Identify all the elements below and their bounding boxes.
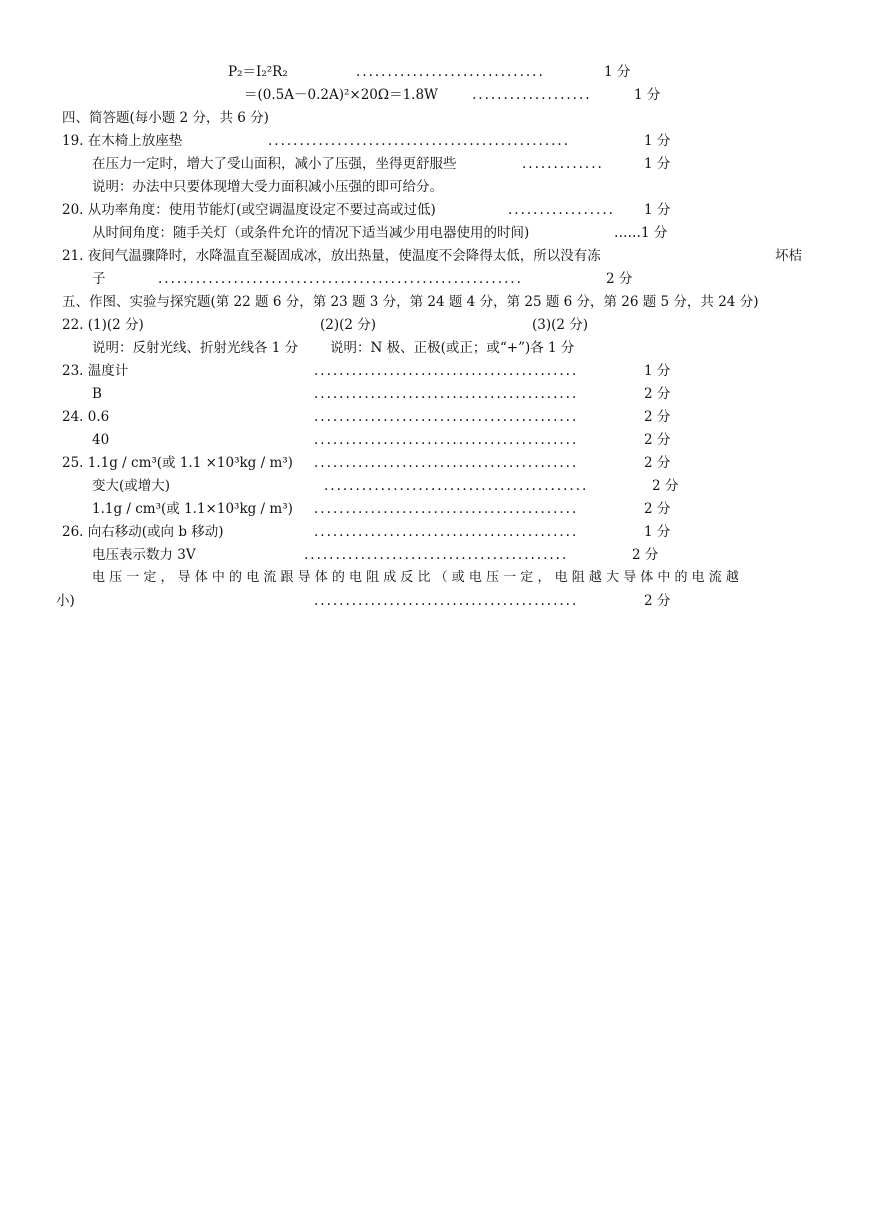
answer-23: 23. 温度计	[62, 363, 129, 379]
score-label: 2 分	[652, 478, 679, 494]
score-label: 1 分	[644, 133, 671, 149]
section-heading-5: 五、作图、实验与探究题(第 22 题 6 分，第 23 题 3 分，第 24 题 4 分，第 25 题 6 分，第 26 题 5 分，共 24 分)	[62, 294, 759, 310]
answer-25: 25. 1.1g / cm³(或 1.1 ×10³kg / m³)	[62, 455, 293, 471]
answer-23-b: B	[92, 386, 102, 402]
leader-dots: ..........................................	[314, 593, 579, 609]
score-label: 2 分	[644, 409, 671, 425]
leader-dots: ..........................................	[324, 478, 589, 494]
leader-dots: ................................................	[268, 133, 570, 149]
answer-26-b: 电压表示数力 3V	[92, 547, 196, 563]
leader-dots: .................	[508, 202, 615, 218]
section-heading-4: 四、简答题(每小题 2 分，共 6 分)	[62, 110, 269, 126]
answer-21-tail: 坏桔	[775, 248, 802, 264]
answer-19: 19. 在木椅上放座垫	[62, 133, 183, 149]
score-label: 1 分	[644, 156, 671, 172]
answer-22-note-1: 说明：反射光线、折射光线各 1 分	[92, 340, 299, 356]
score-label: 2 分	[644, 432, 671, 448]
leader-dots: ..........................................	[314, 524, 579, 540]
answer-19-note: 说明：办法中只要体现增大受力面积减小压强的即可给分。	[92, 179, 443, 195]
leader-dots: ..........................................	[314, 455, 579, 471]
answer-24-b: 40	[92, 432, 110, 448]
score-label: 1 分	[604, 64, 631, 80]
answer-21-continued: 子	[92, 271, 106, 287]
leader-dots: ..........................................	[304, 547, 569, 563]
score-label: ……1 分	[614, 225, 668, 241]
answer-22-part3: (3)(2 分)	[532, 317, 589, 333]
answer-21: 21. 夜间气温骤降时，水降温直至凝固成冰，放出热量，使温度不会降得太低，所以没有冻	[62, 248, 601, 264]
score-label: 2 分	[632, 547, 659, 563]
score-label: 1 分	[644, 363, 671, 379]
leader-dots: ...................	[472, 87, 592, 103]
leader-dots: ..........................................	[314, 501, 579, 517]
score-label: 2 分	[644, 455, 671, 471]
answer-22-note-2: 说明：N 极、正极(或正；或“+”)各 1 分	[330, 340, 575, 356]
answer-26-c-continued: 小)	[56, 593, 75, 609]
score-label: 2 分	[644, 501, 671, 517]
answer-20: 20. 从功率角度：使用节能灯(或空调温度设定不要过高或过低)	[62, 202, 436, 218]
answer-22-part2: (2)(2 分)	[320, 317, 377, 333]
power-formula: P₂＝I₂²R₂	[228, 64, 288, 80]
answer-22-part1: 22. (1)(2 分)	[62, 317, 144, 333]
answer-26: 26. 向右移动(或向 b 移动)	[62, 524, 224, 540]
leader-dots: ..........................................	[314, 432, 579, 448]
score-label: 1 分	[644, 202, 671, 218]
leader-dots: .............	[522, 156, 604, 172]
score-label: 1 分	[634, 87, 661, 103]
answer-24: 24. 0.6	[62, 409, 110, 425]
score-label: 2 分	[644, 593, 671, 609]
leader-dots: ..........................................	[314, 363, 579, 379]
answer-20-detail: 从时间角度：随手关灯（或条件允许的情况下适当减少用电器使用的时间)	[92, 225, 530, 241]
power-calculation: ＝(0.5A－0.2A)²×20Ω＝1.8W	[244, 87, 438, 103]
leader-dots: ..........................................	[314, 386, 579, 402]
leader-dots: ..........................................	[314, 409, 579, 425]
leader-dots: ..........................................................	[158, 271, 523, 287]
answer-19-detail: 在压力一定时，增大了受山面积，减小了压强，坐得更舒服些	[92, 156, 457, 172]
score-label: 2 分	[606, 271, 633, 287]
leader-dots: ..............................	[356, 64, 545, 80]
answer-25-b: 变大(或增大)	[92, 478, 171, 494]
score-label: 2 分	[644, 386, 671, 402]
answer-25-c: 1.1g / cm³(或 1.1×10³kg / m³)	[92, 501, 293, 517]
score-label: 1 分	[644, 524, 671, 540]
answer-26-c: 电 压 一 定 ， 导 体 中 的 电 流 跟 导 体 的 电 阻 成 反 比 （ 或 电 压 一 定 ， 电 阻 越 大 导 体 中 的 电 流 越	[92, 570, 739, 585]
